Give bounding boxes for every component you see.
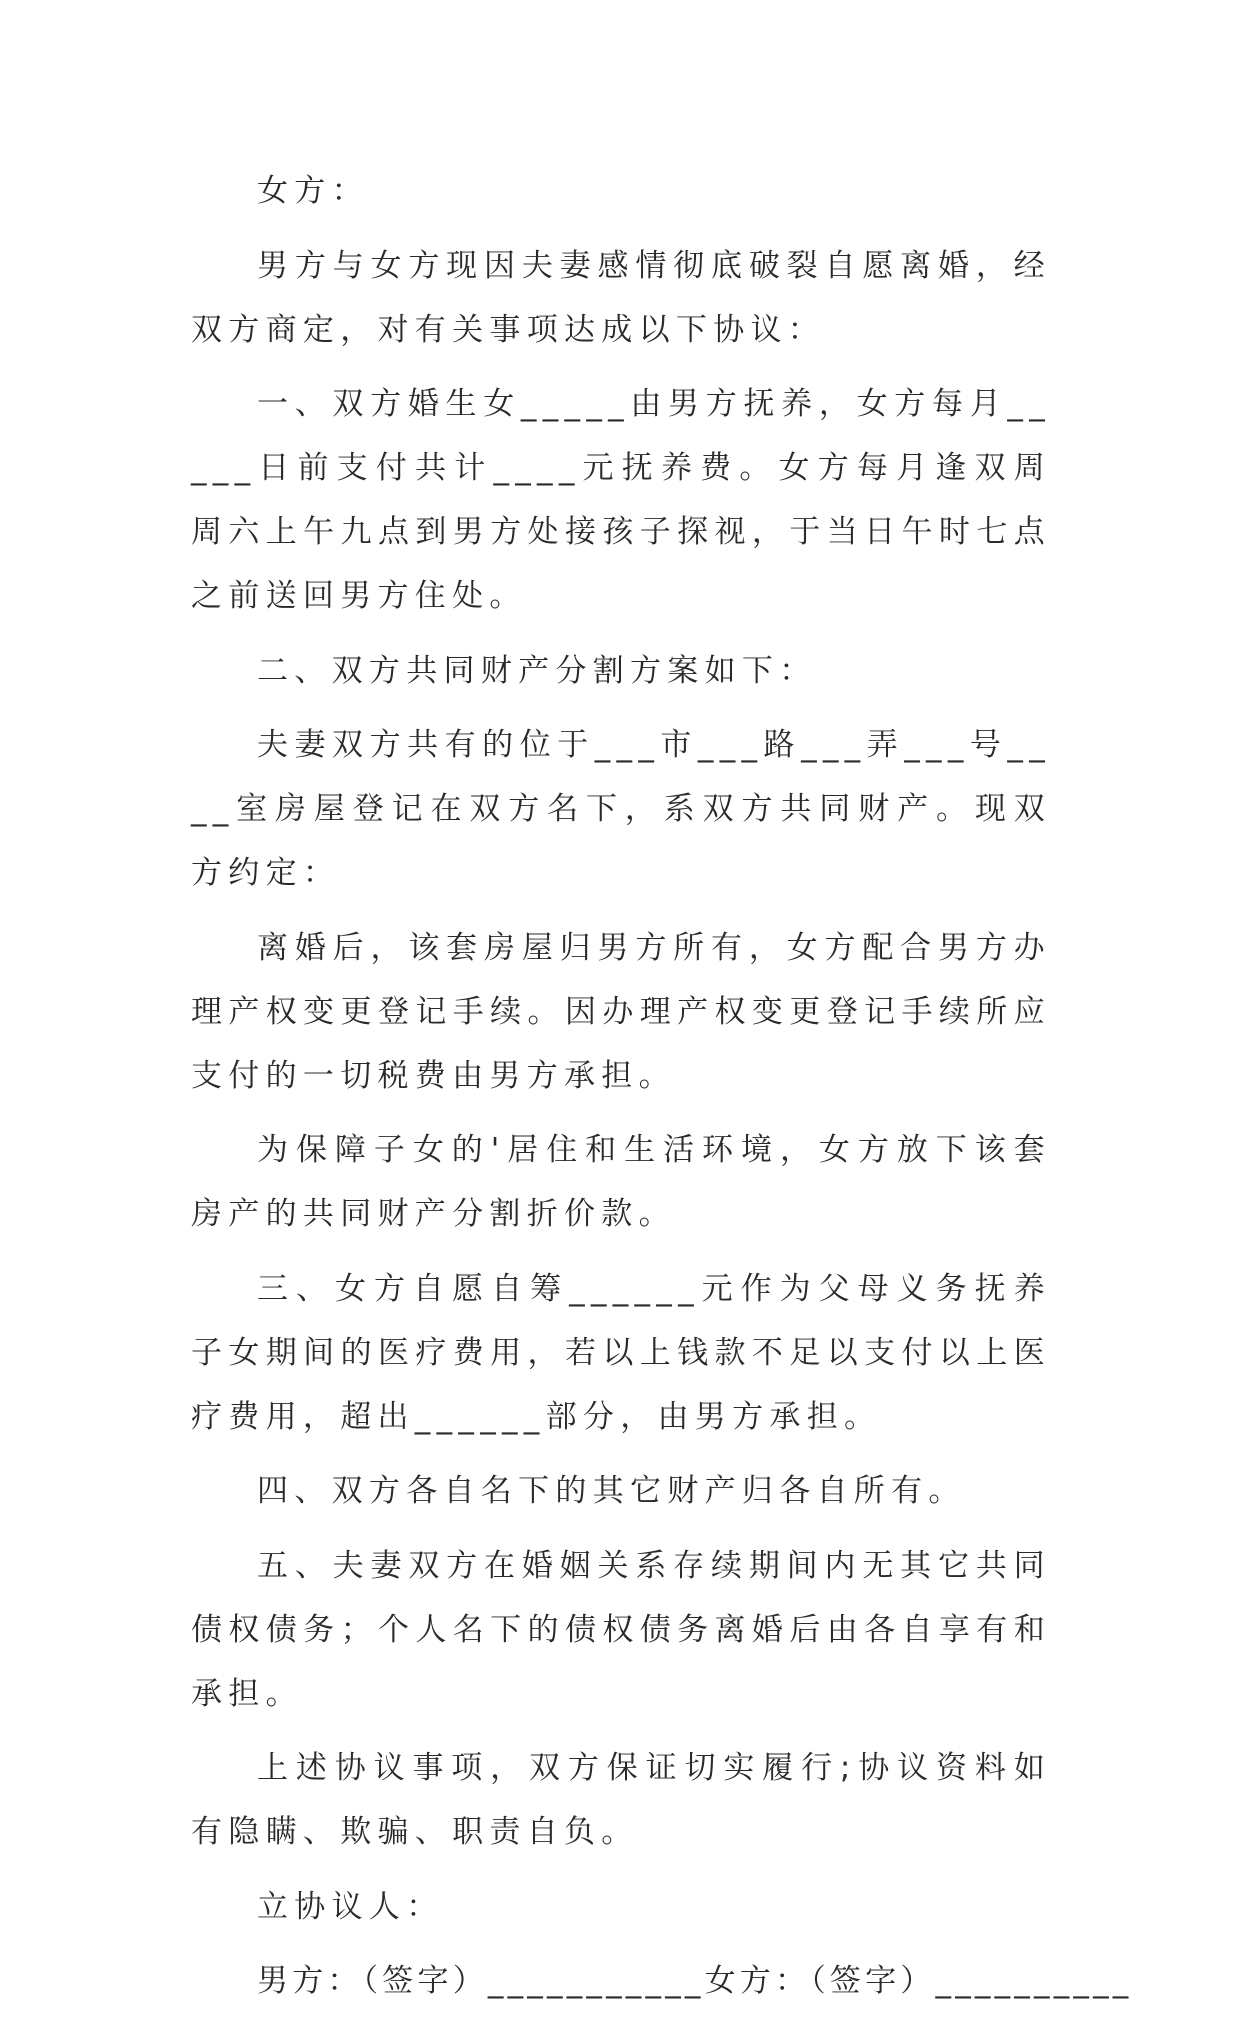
- signature-line: 男方：（签字）___________女方：（签字）__________: [257, 1963, 1133, 1999]
- clause-5-debts: 五、夫妻双方在婚姻关系存续期间内无其它共同债权债务；个人名下的债权债务离婚后由各自享有和承担。: [191, 1547, 1051, 1712]
- clause-2-property: 夫妻双方共有的位于___市___路___弄___号____室房屋登记在双方名下，系双方共同财产。现双方约定：: [191, 727, 1051, 891]
- clause-2-house-ownership: 离婚后，该套房屋归男方所有，女方配合男方办理产权变更登记手续。因办理产权变更登记手续所应支付的一切税费由男方承担。: [191, 929, 1051, 1094]
- clause-1-custody: 一、双方婚生女_____由男方抚养，女方每月_____日前支付共计____元抚养费。女方每月逢双周周六上午九点到男方处接孩子探视，于当日午时七点之前送回男方住处。: [191, 386, 1051, 614]
- preamble-paragraph: 男方与女方现因夫妻感情彻底破裂自愿离婚，经双方商定，对有关事项达成以下协议：: [191, 247, 1051, 348]
- clause-3-medical: 三、女方自愿自筹______元作为父母义务抚养子女期间的医疗费用，若以上钱款不足以支付以上医疗费用，超出______部分，由男方承担。: [191, 1270, 1051, 1435]
- clause-4-other-property: 四、双方各自名下的其它财产归各自所有。: [257, 1473, 966, 1509]
- party-female-line: 女方：: [257, 173, 369, 209]
- agreement-body: [191, 159, 1133, 2024]
- closing-statement: 上述协议事项，双方保证切实履行;协议资料如有隐瞒、欺骗、职责自负。: [191, 1750, 1051, 1850]
- clause-2-heading: 二、双方共同财产分割方案如下：: [257, 652, 817, 689]
- signatories-heading: 立协议人：: [257, 1888, 444, 1925]
- clause-2-waiver: 为保障子女的'居住和生活环境，女方放下该套房产的共同财产分割折价款。: [191, 1132, 1051, 1232]
